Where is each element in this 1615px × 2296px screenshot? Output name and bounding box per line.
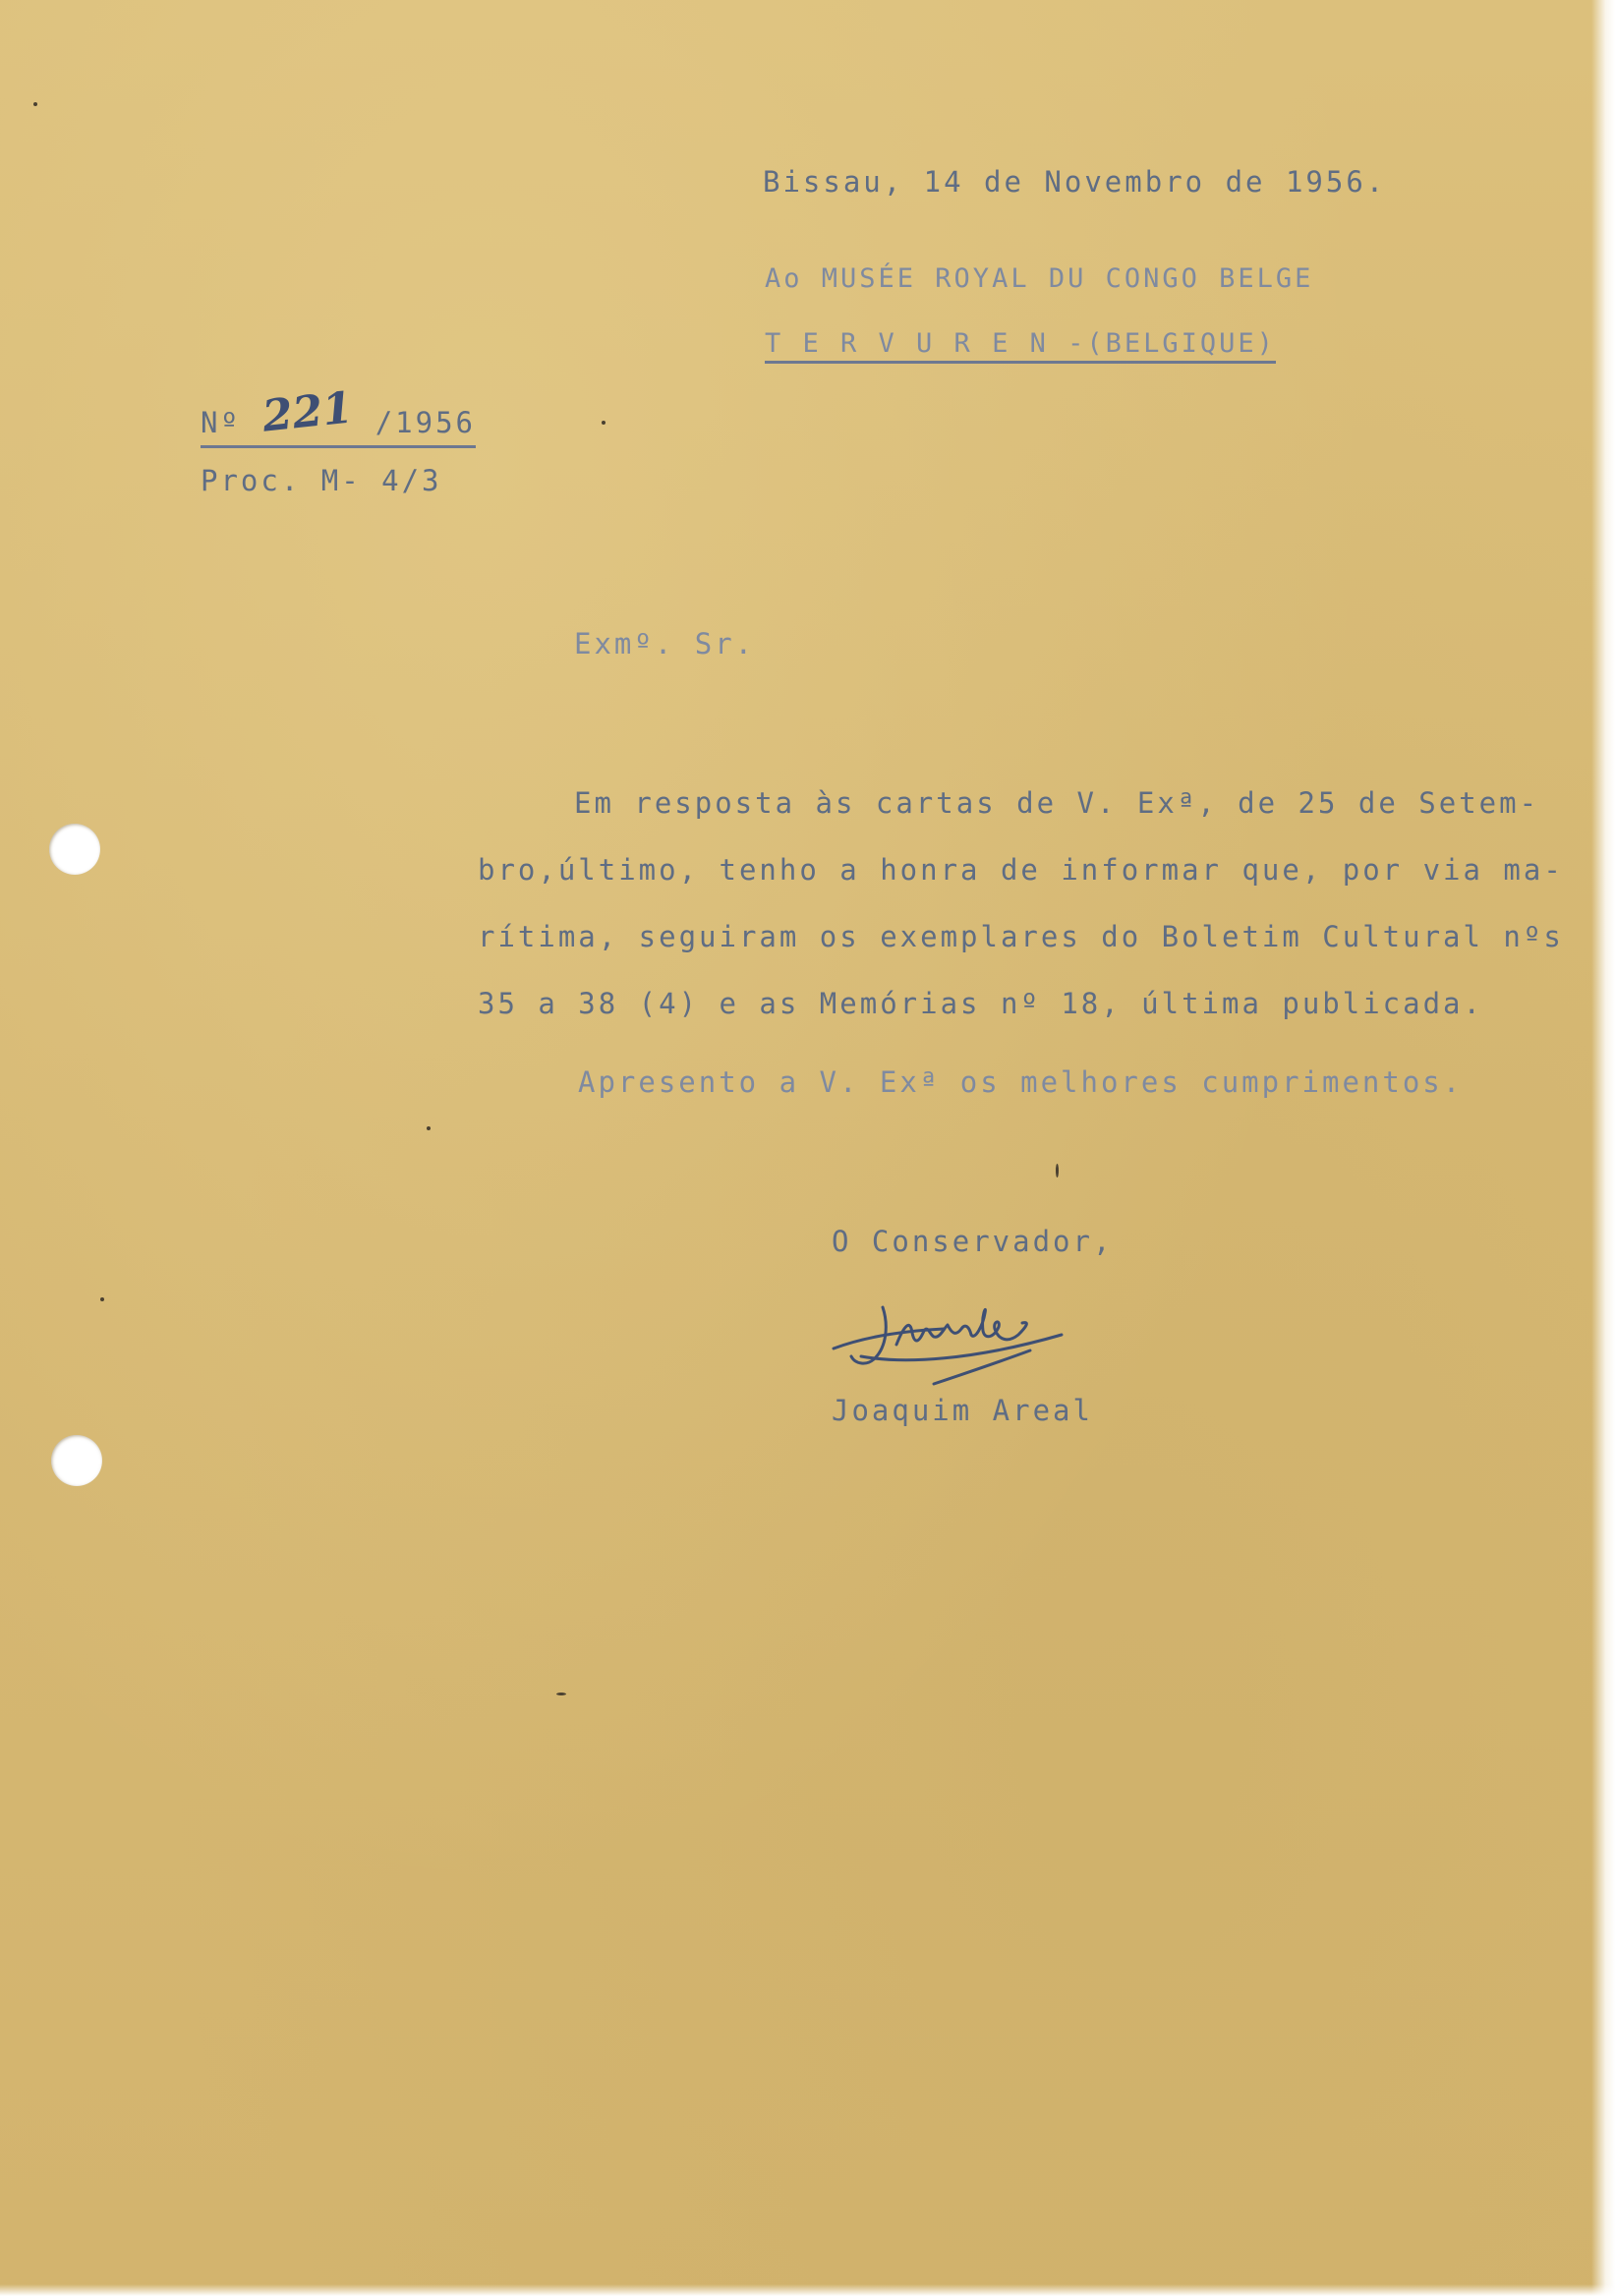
paper-right-edge <box>1591 0 1615 2296</box>
reference-prefix: Nº <box>201 406 241 439</box>
reference-handwritten-number: 221 <box>260 382 356 442</box>
paper-bottom-edge <box>0 2284 1615 2296</box>
reference-number <box>201 382 477 448</box>
punch-hole-top <box>49 824 100 875</box>
reference-year: /1956 <box>375 406 477 439</box>
body-line: Em resposta às cartas de V. Exª, de 25 de Setem- <box>574 786 1540 820</box>
closing-line: Apresento a V. Exª os melhores cumprimentos. <box>578 1065 1464 1099</box>
salutation: Exmº. Sr. <box>574 627 756 660</box>
punch-hole-bottom <box>51 1435 102 1486</box>
addressee: Ao MUSÉE ROYAL DU CONGO BELGE <box>765 263 1314 294</box>
process-reference: Proc. M- 4/3 <box>201 464 442 497</box>
body-line: bro,último, tenho a honra de informar que, por via ma- <box>478 853 1564 887</box>
body-line: 35 a 38 (4) e as Memórias nº 18, última publicada. <box>478 987 1483 1020</box>
place-date: Bissau, 14 de Novembro de 1956. <box>763 165 1387 199</box>
signatory-title: O Conservador, <box>832 1225 1114 1258</box>
addressee-city: T E R V U R E N -(BELGIQUE) <box>765 328 1276 364</box>
handwritten-signature <box>826 1286 1081 1394</box>
body-line: rítima, seguiram os exemplares do Boletim Cultural nºs <box>478 920 1564 953</box>
signatory-name: Joaquim Areal <box>832 1394 1093 1427</box>
